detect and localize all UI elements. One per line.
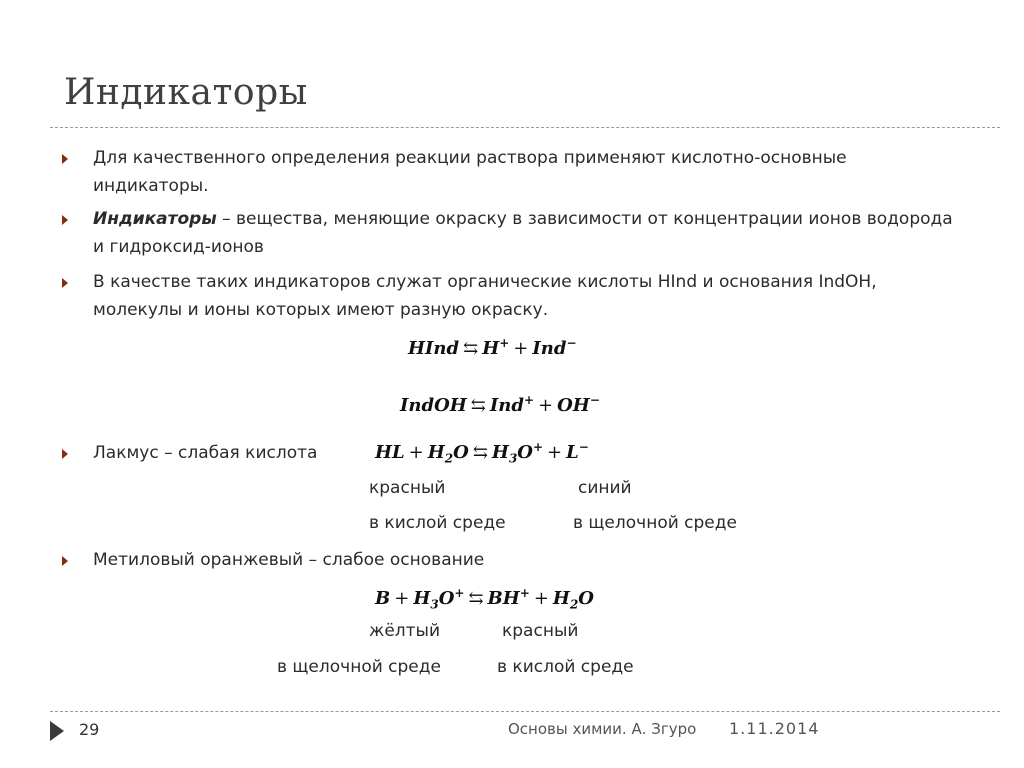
litmus-medium-alkaline: в щелочной среде (573, 513, 737, 533)
bullet-text: Метиловый оранжевый – слабое основание (93, 550, 485, 570)
title-divider (50, 127, 1000, 128)
bullet-arrow-icon (62, 278, 68, 288)
methyl-medium-acid: в кислой среде (497, 657, 634, 677)
equation-hind: HInd ⇆ H+ + Ind− (408, 336, 577, 359)
litmus-color-blue: синий (578, 478, 632, 498)
bullet-text: – вещества, меняющие окраску в зависимости от концентрации ионов водорода и гидроксид-ионов (93, 209, 953, 257)
footer-triangle-icon (50, 721, 64, 741)
footer-date: 1.11.2014 (729, 719, 820, 738)
page-number: 29 (79, 720, 100, 739)
slide-title: Индикаторы (64, 72, 308, 113)
term-indicators: Индикаторы (93, 209, 217, 229)
bullet-arrow-icon (62, 449, 68, 459)
equation-litmus: HL + $H_2O$ ⇆ $H_3O^+ + L^-$ (375, 440, 589, 466)
bullet-arrow-icon (62, 154, 68, 164)
equation-methyl-orange: $B + H_3O^+$ ⇆ $BH^+ + H_2O$ (375, 586, 594, 612)
bullet-text: В качестве таких индикаторов служат органические кислоты HInd и основания IndOH, молекулы и ионы которых имеют разную окраску. (93, 272, 877, 320)
methyl-color-yellow: жёлтый (369, 621, 441, 641)
bullet-arrow-icon (62, 556, 68, 566)
litmus-medium-acid: в кислой среде (369, 513, 506, 533)
methyl-medium-alkaline: в щелочной среде (277, 657, 441, 677)
equation-indoh: IndOH ⇆ Ind+ + OH− (400, 393, 600, 416)
bullet-arrow-icon (62, 215, 68, 225)
bullet-text: Лакмус – слабая кислота (93, 443, 318, 463)
footer-course: Основы химии. А. Згуро (508, 720, 697, 738)
methyl-color-red: красный (502, 621, 579, 641)
footer-divider (50, 711, 1000, 712)
bullet-text: Для качественного определения реакции раствора применяют кислотно-основные индикаторы. (93, 148, 847, 196)
litmus-color-red: красный (369, 478, 446, 498)
